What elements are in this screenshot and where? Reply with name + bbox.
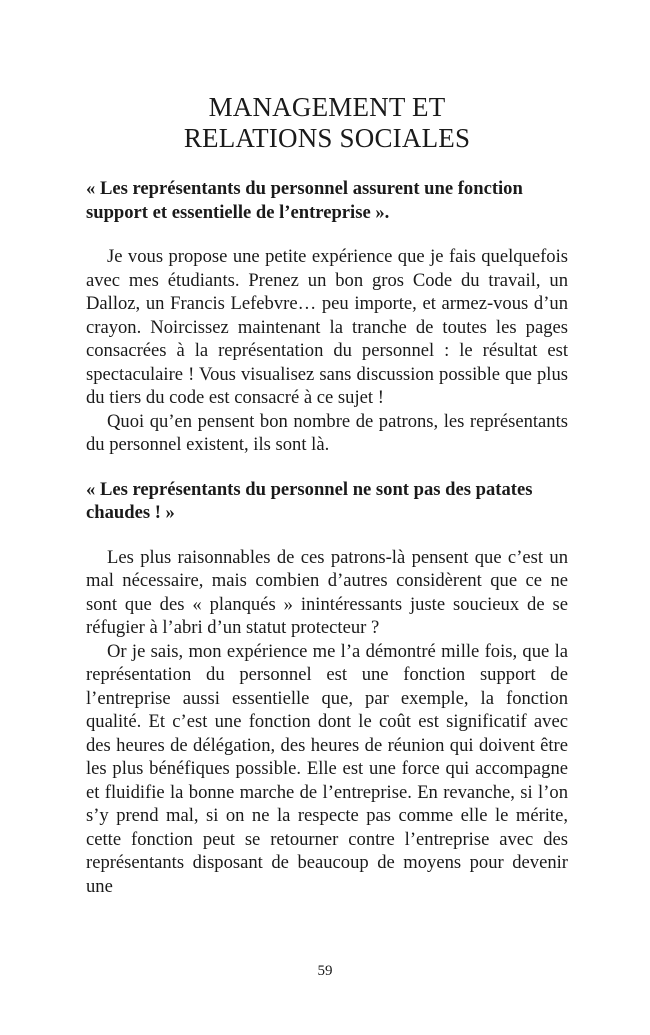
page-number: 59 <box>317 963 333 979</box>
paragraph: Je vous propose une petite expérience que je fais quelquefois avec mes étudiants. Prenez un bon gros Code du travail, un Dalloz, un Francis Lefebvre… peu importe, et armez-vous d’un crayon. Noircissez maintenant la tranche de toutes les pages consacrées à la représentation du personnel : le résultat est spectaculaire ! Vous visualisez sans discussion possible que plus du tiers du code est consacré à ce sujet ! <box>86 246 568 408</box>
paragraph: Or je sais, mon expérience me l’a démontré mille fois, que la représentation du personnel est une fonction support de l’entreprise aussi essentielle que, par exemple, la fonction qualité. Et c’est une fonction dont le coût est significatif avec des heures de délégation, des heures de réunion qui doivent être les plus bénéfiques possible. Elle est une force qui accompagne et fluidifie la bonne marche de l’entreprise. En revanche, si l’on s’y prend mal, si on ne la respecte pas comme elle le mérite, cette fonction peut se retourner contre l’entreprise avec des représentants disposant de beaucoup de moyens pour devenir une <box>86 640 568 897</box>
title-line-1: MANAGEMENT ET <box>208 92 446 122</box>
page-title <box>86 92 568 154</box>
page-content <box>86 92 568 919</box>
section-heading: « Les représentants du personnel ne sont pas des patates chaudes ! » <box>86 478 533 523</box>
section-heading: « Les représentants du personnel assurent une fonction support et essentielle de l’entreprise ». <box>86 178 523 223</box>
section-2 <box>86 478 568 899</box>
section-1 <box>86 177 568 457</box>
paragraph: Les plus raisonnables de ces patrons-là pensent que c’est un mal nécessaire, mais combien d’autres considèrent que ce ne sont que des « planqués » inintéressants juste soucieux de se réfugier à l’abri d’un statut protecteur ? <box>86 546 568 638</box>
title-line-2: RELATIONS SOCIALES <box>183 123 471 153</box>
paragraph: Quoi qu’en pensent bon nombre de patrons, les représentants du personnel existent, ils sont là. <box>86 410 568 455</box>
